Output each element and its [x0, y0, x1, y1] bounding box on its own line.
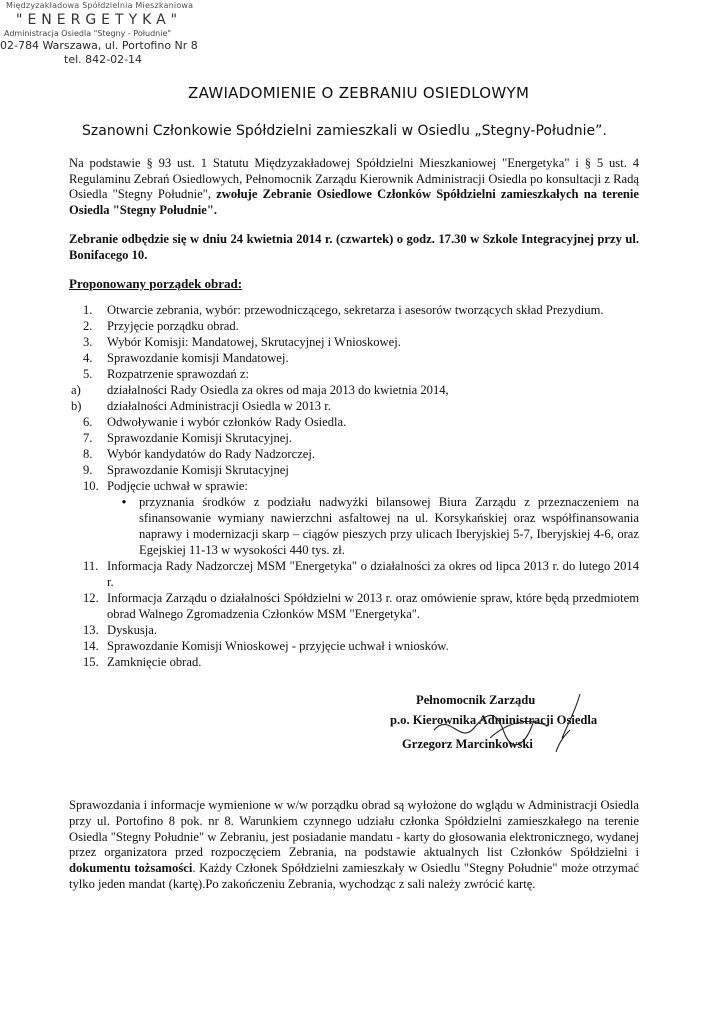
greeting: Szanowni Członkowie Spółdzielni zamieszkali w Osiedlu „Stegny-Południe”.: [82, 123, 607, 139]
agenda-item-text: Otwarcie zebrania, wybór: przewodniczącego, sekretarza i asesorów tworzących skład Prezydium.: [107, 303, 604, 317]
stamp-administration: Administracja Osiedla "Stegny - Południe": [4, 29, 172, 39]
stamp-address: 02-784 Warszawa, ul. Portofino Nr 8: [0, 38, 198, 52]
agenda-item-number: 4.: [83, 351, 93, 365]
agenda-item: [69, 622, 639, 638]
intro-bold-text: zwołuje Zebranie Osiedlowe Członków Spółdzielni zamieszkałych na terenie Osiedla "Stegny Południe".: [69, 187, 639, 217]
page-title: ZAWIADOMIENIE O ZEBRANIU OSIEDLOWYM: [188, 84, 530, 102]
agenda-item-text: Informacja Zarządu o działalności Spółdzielni w 2013 r. oraz omówienie spraw, które będą przedmiotem obrad Walnego Zgromadzenia Członków MSM "Energetyka".: [107, 591, 639, 621]
signature-position: p.o. Kierownika Administracji Osiedla: [390, 713, 598, 727]
intro-text: Na podstawie § 93 ust. 1 Statutu Międzyzakładowej Spółdzielni Mieszkaniowej "Energetyka" i § 5 ust. 4 Regulaminu Zebrań Osiedlowych, Pełnomocnik Zarządu Kierownik Administracji Osiedla po konsultacji z Radą Osiedla "Stegny Południe",: [69, 156, 639, 201]
agenda-item-text: Wybór kandydatów do Rady Nadzorczej.: [107, 447, 316, 461]
agenda-item-number: 15.: [83, 655, 99, 669]
agenda-item-number: 8.: [83, 447, 93, 461]
signature-role: Pełnomocnik Zarządu: [416, 693, 536, 707]
stamp-cooperative: Międzyzakładowa Spółdzielnia Mieszkaniowa: [6, 1, 194, 10]
agenda-item: [69, 430, 639, 446]
agenda-item-number: 13.: [83, 623, 99, 637]
agenda-subitem-text: działalności Administracji Osiedla w 2013 r.: [107, 399, 331, 413]
agenda-item-text: Zamknięcie obrad.: [107, 655, 202, 669]
agenda-list: [69, 302, 639, 670]
agenda-bullet-item: [109, 494, 639, 558]
agenda-item-text: Informacja Rady Nadzorczej MSM "Energetyka" o działalności za okres od lipca 2013 r. do lutego 2014 r.: [107, 559, 639, 589]
meeting-info: Zebranie odbędzie się w dniu 24 kwietnia 2014 r. (czwartek) o godz. 17.30 w Szkole Integracyjnej przy ul. Bonifacego 10.: [69, 232, 639, 262]
agenda-item-number: 1.: [83, 303, 93, 317]
agenda-heading: Proponowany porządek obrad:: [69, 276, 243, 291]
stamp-phone: tel. 842-02-14: [64, 53, 143, 67]
agenda-item-number: 6.: [83, 415, 93, 429]
agenda-item: [69, 350, 639, 366]
agenda-item-text: Wybór Komisji: Mandatowej, Skrutacyjnej i Wnioskowej.: [107, 335, 401, 349]
agenda-item-number: 12.: [83, 591, 99, 605]
agenda-item: [69, 318, 639, 334]
agenda-subitem-letter: b): [71, 399, 82, 413]
agenda-item-number: 14.: [83, 639, 99, 653]
intro-paragraph: [69, 156, 639, 218]
agenda-item-text: Dyskusja.: [107, 623, 158, 637]
agenda-item: [69, 462, 639, 478]
agenda-item: [69, 366, 639, 382]
agenda-item-text: Przyjęcie porządku obrad.: [107, 319, 239, 333]
agenda-item-text: Rozpatrzenie sprawozdań z:: [107, 367, 249, 381]
agenda-item: [69, 302, 639, 318]
agenda-item-text: Sprawozdanie Komisji Skrutacyjnej.: [107, 431, 293, 445]
agenda-item: [69, 638, 639, 654]
closing-text-end: . Każdy Członek Spółdzielni zamieszkały w Osiedlu "Stegny Południe" może otrzymać tylko jeden mandat (kartę).Po zakończeniu Zebrania, wychodząc z sali należy zwrócić kartę.: [69, 861, 639, 891]
handwritten-signature: [430, 690, 600, 760]
agenda-subitem: [69, 382, 639, 398]
agenda-item-text: Odwoływanie i wybór członków Rady Osiedla.: [107, 415, 347, 429]
agenda-item-number: 2.: [83, 319, 93, 333]
signature-name: Grzegorz Marcinkowski: [402, 737, 533, 751]
agenda-item-number: 7.: [83, 431, 93, 445]
agenda-subitem-letter: a): [71, 383, 81, 397]
agenda-item-number: 3.: [83, 335, 93, 349]
agenda-subitem: [69, 398, 639, 414]
agenda-item-number: 5.: [83, 367, 93, 381]
agenda-item-text: Sprawozdanie Komisji Wnioskowej - przyjęcie uchwał i wniosków.: [107, 639, 449, 653]
agenda-item: [69, 558, 639, 590]
closing-text: Sprawozdania i informacje wymienione w w/w porządku obrad są wyłożone do wglądu w Administracji Osiedla przy ul. Portofino 8 pok. nr 8. Warunkiem czynnego udziału członka Spółdzielni zamieszkałego na terenie Osiedla "Stegny Południe" w Zebraniu, jest posiadanie mandatu - karty do głosowania elektronicznego, wydanej przez organizatora przed rozpoczęciem Zebrania, na podstawie aktualnych list Członków Spółdzielni i: [69, 798, 639, 860]
agenda-item-number: 10.: [83, 479, 99, 493]
agenda-bullet-text: przyznania środków z podziału nadwyżki bilansowej Biura Zarządu z przeznaczeniem na sfinansowanie wymiany nawierzchni asfaltowej na ul. Korsykańskiej oraz współfinansowania naprawy i modernizacji skarp – ciągów pieszych przy ulicach Iberyjskiej 5-7, Iberyjskiej 4-6, oraz Egejskiej 11-13 w wysokości 440 tys. zł.: [139, 495, 639, 557]
agenda-item: [69, 446, 639, 462]
closing-paragraph: [69, 798, 639, 893]
agenda-item-text: Sprawozdanie komisji Mandatowej.: [107, 351, 289, 365]
agenda-item-text: Sprawozdanie Komisji Skrutacyjnej: [107, 463, 289, 477]
agenda-bullet-list: [69, 494, 639, 558]
agenda-item: [69, 334, 639, 350]
closing-bold-text: dokumentu tożsamości: [69, 861, 193, 876]
bullet-icon: •: [121, 495, 127, 509]
agenda-item: [69, 478, 639, 494]
administration-stamp: [0, 2, 260, 66]
agenda-item-number: 11.: [83, 559, 99, 573]
agenda-subitem-text: działalności Rady Osiedla za okres od maja 2013 do kwietnia 2014,: [107, 383, 449, 397]
stamp-name: "ENERGETYKA": [16, 11, 183, 28]
agenda-item: [69, 654, 639, 670]
agenda-item: [69, 414, 639, 430]
agenda-item-text: Podjęcie uchwał w sprawie:: [107, 479, 248, 493]
agenda-item: [69, 590, 639, 622]
agenda-item-number: 9.: [83, 463, 93, 477]
